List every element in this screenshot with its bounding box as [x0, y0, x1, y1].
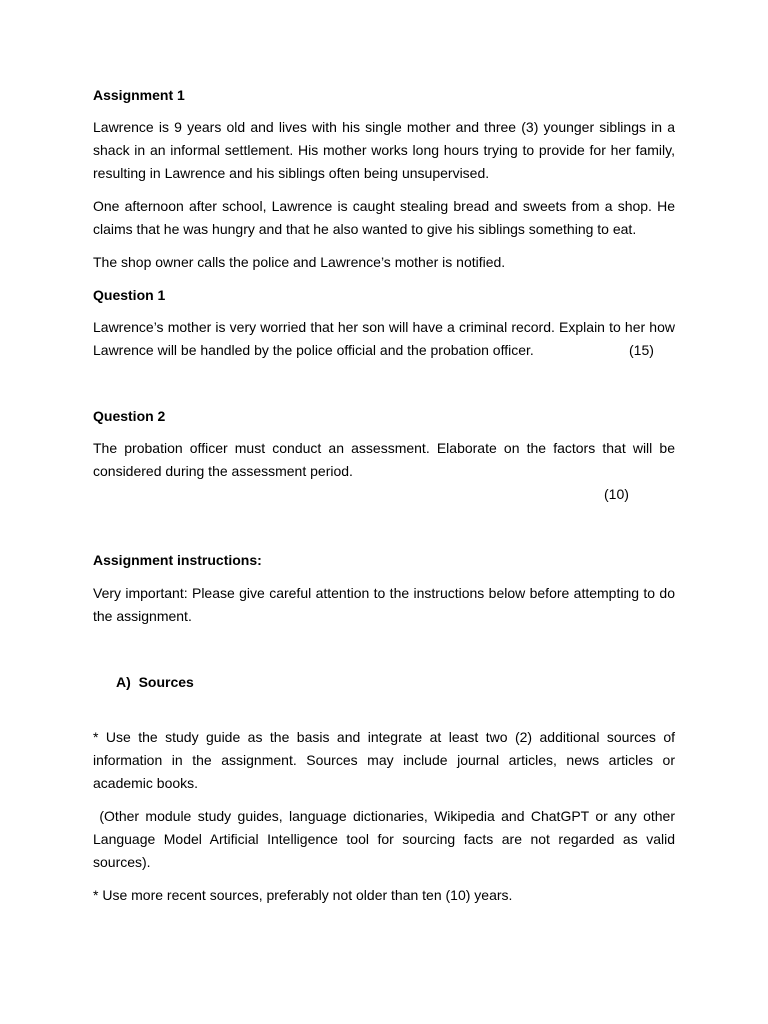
question-1-marks: (15)	[629, 342, 654, 358]
scenario-paragraph-3: The shop owner calls the police and Lawrence’s mother is notified.	[93, 254, 506, 270]
sources-item-3: * Use more recent sources, preferably not older than ten (10) years.	[93, 887, 513, 903]
section-a-title: Sources	[138, 674, 194, 690]
sources-item-2: (Other module study guides, language dictionaries, Wikipedia and ChatGPT or any other Language Model Artificial Intelligence tool for sourcing facts are not regarded as valid sources).	[93, 808, 679, 870]
section-a-label: A)	[116, 674, 131, 690]
question-1-text: Lawrence’s mother is very worried that her son will have a criminal record. Explain to her how Lawrence will be handled by the police official and the probation officer.	[93, 319, 675, 358]
question-1-title: Question 1	[93, 287, 166, 303]
section-a-heading	[116, 671, 194, 694]
question-2-text: The probation officer must conduct an assessment. Elaborate on the factors that will be considered during the assessment period.	[93, 440, 675, 479]
question-2-title: Question 2	[93, 408, 166, 424]
scenario-paragraph-2: One afternoon after school, Lawrence is caught stealing bread and sweets from a shop. He claims that he was hungry and that he also wanted to give his siblings something to eat.	[93, 198, 675, 237]
scenario-paragraph-1: Lawrence is 9 years old and lives with his single mother and three (3) younger siblings in a shack in an informal settlement. His mother works long hours trying to provide for her family, resulting in Lawrence and his siblings often being unsupervised.	[93, 119, 675, 181]
sources-item-1: * Use the study guide as the basis and integrate at least two (2) additional sources of information in the assignment. Sources may include journal articles, news articles or academic books.	[93, 729, 675, 791]
assignment-title: Assignment 1	[93, 87, 185, 103]
instructions-title: Assignment instructions:	[93, 552, 262, 568]
question-2-marks: (10)	[604, 486, 629, 502]
instructions-intro: Very important: Please give careful attention to the instructions below before attempting to do the assignment.	[93, 585, 675, 624]
